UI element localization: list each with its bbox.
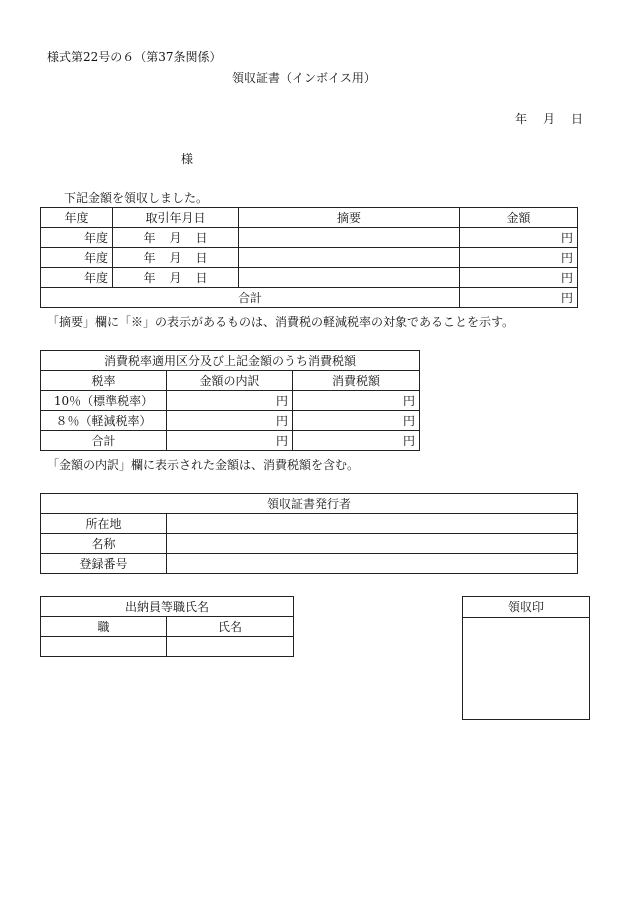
items-table: [40, 207, 578, 308]
header-position: 職: [41, 617, 167, 637]
issuer-label-address: 所在地: [41, 514, 167, 534]
addressee-suffix: 様: [181, 152, 194, 166]
row-summary[interactable]: [239, 228, 460, 248]
table-row: [41, 268, 578, 288]
header-txn-date: 取引年月日: [113, 208, 239, 228]
table-row: [41, 391, 420, 411]
cashier-name-field[interactable]: [167, 637, 294, 657]
intro-text: 下記金額を領収しました。: [64, 191, 209, 205]
breakdown-amount[interactable]: 円: [167, 431, 293, 451]
table-row: [41, 637, 294, 657]
items-total-row: [41, 288, 578, 308]
header-summary: 摘要: [239, 208, 460, 228]
row-txn-date: 年 月 日: [113, 248, 239, 268]
date-day-label: 日: [571, 112, 584, 126]
row-amount[interactable]: 円: [460, 248, 578, 268]
issuer-label-reg-number: 登録番号: [41, 554, 167, 574]
row-summary[interactable]: [239, 248, 460, 268]
receipt-stamp-box: [462, 596, 590, 720]
row-year: 年度: [41, 268, 113, 288]
form-number: 様式第22号の６（第37条関係）: [47, 50, 222, 64]
row-txn-date: 年 月 日: [113, 228, 239, 248]
tax-amount[interactable]: 円: [293, 431, 420, 451]
cashier-position-field[interactable]: [41, 637, 167, 657]
date-month-label: 月: [543, 112, 556, 126]
header-amount: 金額: [460, 208, 578, 228]
tax-table: [40, 350, 420, 451]
row-year: 年度: [41, 248, 113, 268]
header-breakdown: 金額の内訳: [167, 371, 293, 391]
cashier-title-row: [41, 597, 294, 617]
rate-label: ８％（軽減税率）: [41, 411, 167, 431]
tax-header-row: [41, 371, 420, 391]
breakdown-amount[interactable]: 円: [167, 411, 293, 431]
tax-inclusive-note: 「金額の内訳」欄に表示された金額は、消費税額を含む。: [47, 458, 360, 472]
items-header-row: [41, 208, 578, 228]
issuer-table: [40, 493, 578, 574]
table-row: [41, 554, 578, 574]
table-row: [41, 248, 578, 268]
table-row: [41, 534, 578, 554]
issuer-reg-number-field[interactable]: [167, 554, 578, 574]
table-row: [41, 431, 420, 451]
tax-title-row: [41, 351, 420, 371]
header-rate: 税率: [41, 371, 167, 391]
date-year-label: 年: [515, 112, 528, 126]
receipt-stamp-area[interactable]: [463, 618, 589, 718]
issuer-title-row: [41, 494, 578, 514]
row-year: 年度: [41, 228, 113, 248]
document-title: 領収証書（インボイス用）: [232, 71, 376, 85]
rate-label: 合計: [41, 431, 167, 451]
table-row: [41, 514, 578, 534]
reduced-rate-note: 「摘要」欄に「※」の表示があるものは、消費税の軽減税率の対象であることを示す。: [47, 315, 515, 329]
issuer-address-field[interactable]: [167, 514, 578, 534]
header-name: 氏名: [167, 617, 294, 637]
receipt-stamp-title: 領収印: [463, 597, 589, 618]
header-year: 年度: [41, 208, 113, 228]
cashier-header-row: [41, 617, 294, 637]
date-line: [515, 110, 583, 127]
cashier-table: [40, 596, 294, 657]
cashier-table-title: 出納員等職氏名: [41, 597, 294, 617]
rate-label: 10％（標準税率）: [41, 391, 167, 411]
row-txn-date: 年 月 日: [113, 268, 239, 288]
tax-amount[interactable]: 円: [293, 411, 420, 431]
tax-amount[interactable]: 円: [293, 391, 420, 411]
row-amount[interactable]: 円: [460, 228, 578, 248]
issuer-table-title: 領収証書発行者: [41, 494, 578, 514]
table-row: [41, 228, 578, 248]
total-amount[interactable]: 円: [460, 288, 578, 308]
table-row: [41, 411, 420, 431]
header-tax: 消費税額: [293, 371, 420, 391]
total-label: 合計: [41, 288, 460, 308]
tax-table-title: 消費税率適用区分及び上記金額のうち消費税額: [41, 351, 420, 371]
row-summary[interactable]: [239, 268, 460, 288]
breakdown-amount[interactable]: 円: [167, 391, 293, 411]
issuer-name-field[interactable]: [167, 534, 578, 554]
row-amount[interactable]: 円: [460, 268, 578, 288]
issuer-label-name: 名称: [41, 534, 167, 554]
